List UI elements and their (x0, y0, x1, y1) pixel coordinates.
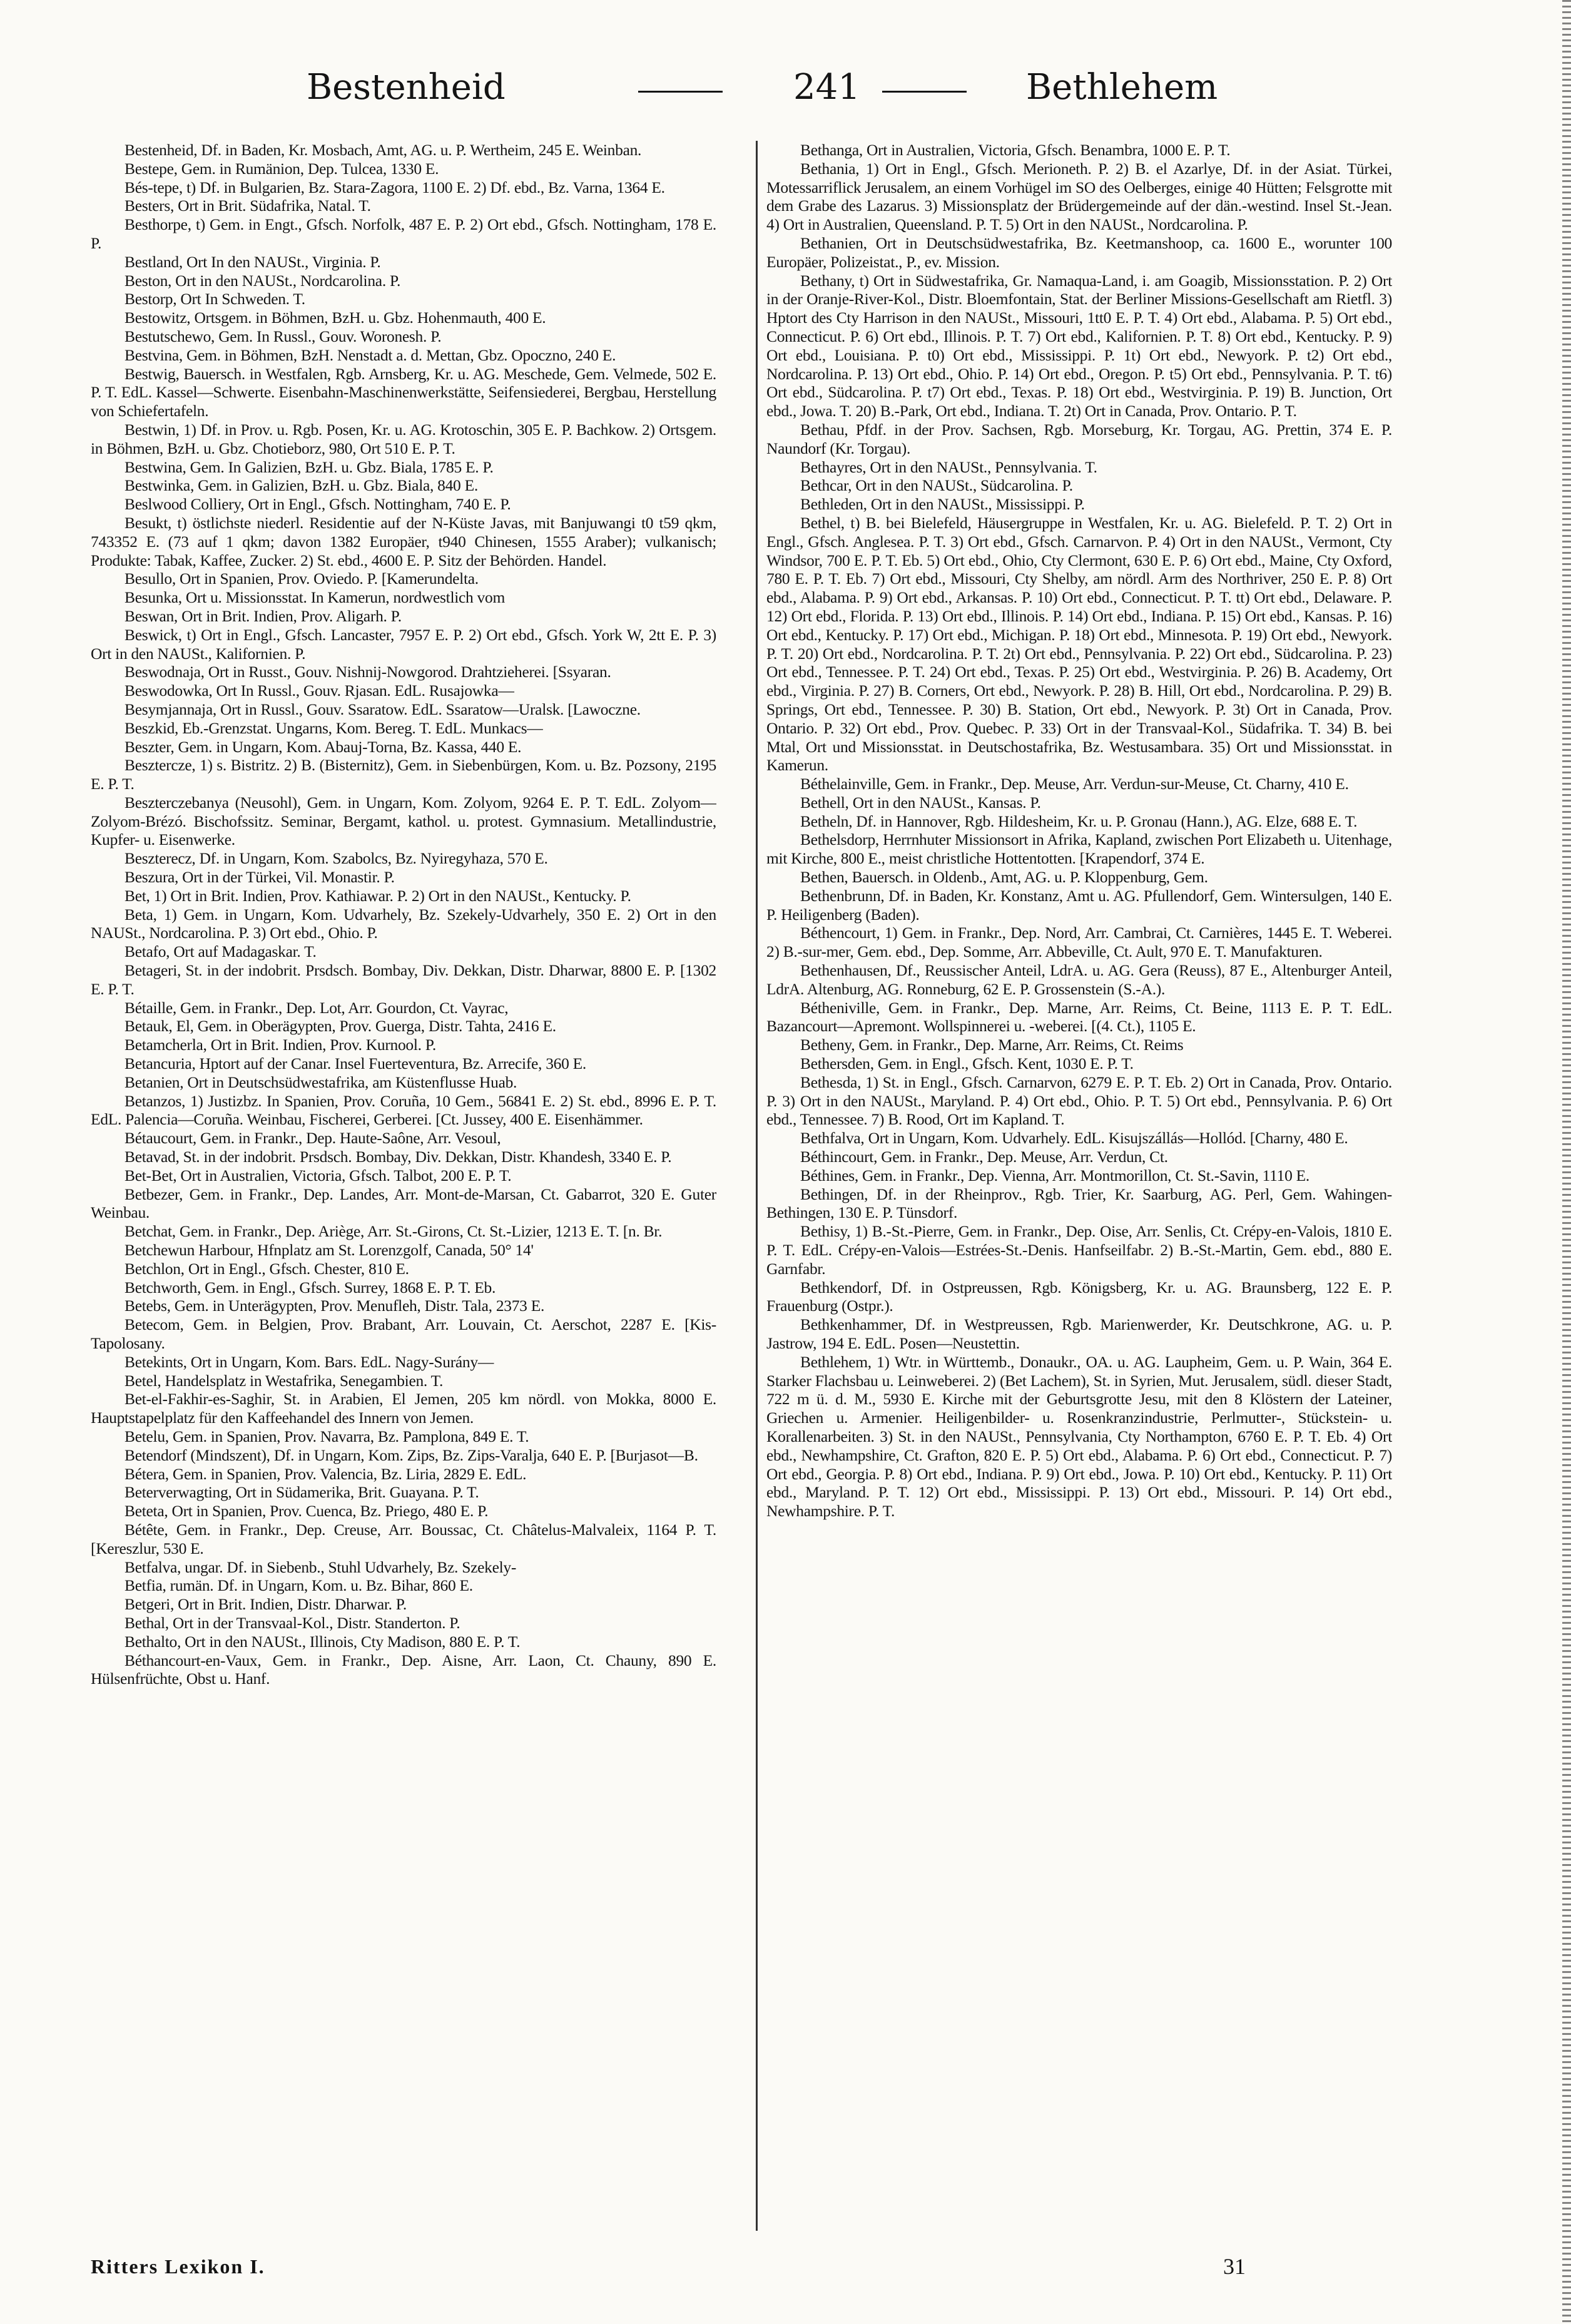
lexicon-entry: Bet-el-Fakhir-es-Saghir, St. in Arabien, El Jemen, 205 km nördl. von Mokka, 8000 E. Hauptstapelplatz für den Kaffeehandel des Innern von Jemen. (91, 1390, 716, 1427)
lexicon-entry: Bethfalva, Ort in Ungarn, Kom. Udvarhely. EdL. Kisujszállás—Hollód. [Charny, 480 E. (800, 1129, 1348, 1148)
lexicon-entry: Bés-tepe, t) Df. in Bulgarien, Bz. Stara-Zagora, 1100 E. 2) Df. ebd., Bz. Varna, 1364 E. (125, 178, 665, 196)
lexicon-entry: Beszter, Gem. in Ungarn, Kom. Abauj-Torna, Bz. Kassa, 440 E. (125, 737, 522, 756)
footer-sheet-number: 31 (1223, 2254, 1246, 2279)
lexicon-entry: Bethau, Pfdf. in der Prov. Sachsen, Rgb. Morseburg, Kr. Torgau, AG. Prettin, 374 E. P. Naundorf (Kr. Torgau). (766, 420, 1392, 457)
lexicon-entry: Beslwood Colliery, Ort in Engl., Gfsch. Nottingham, 740 E. P. (125, 495, 511, 514)
lexicon-entry: Bétête, Gem. in Frankr., Dep. Creuse, Arr. Boussac, Ct. Châtelus-Malvaleix, 1164 P. T. [Kereszlur, 530 E. (91, 1520, 716, 1557)
lexicon-entry: Bestepe, Gem. in Rumänion, Dep. Tulcea, 1330 E. (125, 159, 439, 178)
lexicon-entry: Betafo, Ort auf Madagaskar. T. (125, 942, 317, 961)
lexicon-entry: Betendorf (Mindszent), Df. in Ungarn, Kom. Zips, Bz. Zips-Varalja, 640 E. P. [Burjasot—B. (125, 1445, 698, 1464)
lexicon-entry: Bétaille, Gem. in Frankr., Dep. Lot, Arr. Gourdon, Ct. Vayrac, (125, 998, 509, 1017)
lexicon-entry: Béthencourt, 1) Gem. in Frankr., Dep. Nord, Arr. Cambrai, Ct. Carnières, 1445 E. T. Weberei. 2) B.-sur-mer, Gem. ebd., Dep. Somme, Arr. Abbeville, Ct. Ault, 970 E. T. Manufakturen. (766, 924, 1392, 961)
lexicon-entry: Bestwinka, Gem. in Galizien, BzH. u. Gbz. Biala, 840 E. (125, 476, 478, 495)
lexicon-entry: Besukt, t) östlichste niederl. Residentie auf der N-Küste Javas, mit Banjuwangi t0 t59 qkm, 743352 E. (73 auf 1 qkm; davon 1382 Europäer, t940 Chinesen, 1555 Araber); vulkanisch; Produkte: Tabak, Kaffee, Zucker. 2) St. ebd., 4600 E. P. Sitz der Behörden. Handel. (91, 513, 716, 569)
lexicon-entry: Beswan, Ort in Brit. Indien, Prov. Aligarh. P. (125, 606, 402, 625)
lexicon-entry: Bétera, Gem. in Spanien, Prov. Valencia, Bz. Liria, 2829 E. EdL. (125, 1464, 527, 1483)
lexicon-entry: Betchat, Gem. in Frankr., Dep. Ariège, Arr. St.-Girons, Ct. St.-Lizier, 1213 E. T. [n. Br. (125, 1222, 663, 1241)
lexicon-entry: Bethanien, Ort in Deutschsüdwestafrika, Bz. Keetmanshoop, ca. 1600 E., worunter 100 Europäer, Polizeistat., P., ev. Mission. (766, 233, 1392, 271)
lexicon-entry: Bestowitz, Ortsgem. in Böhmen, BzH. u. Gbz. Hohenmauth, 400 E. (125, 308, 546, 327)
lexicon-entry: Bethanga, Ort in Australien, Victoria, Gfsch. Benambra, 1000 E. P. T. (800, 141, 1231, 159)
lexicon-entry: Betamcherla, Ort in Brit. Indien, Prov. Kurnool. P. (125, 1036, 436, 1054)
lexicon-entry: Betelu, Gem. in Spanien, Prov. Navarra, Bz. Pamplona, 849 E. T. (125, 1427, 529, 1445)
lexicon-entry: Bethersden, Gem. in Engl., Gfsch. Kent, 1030 E. P. T. (800, 1054, 1134, 1073)
lexicon-entry: Beszkid, Eb.-Grenzstat. Ungarns, Kom. Bereg. T. EdL. Munkacs— (125, 718, 543, 737)
lexicon-entry: Betchworth, Gem. in Engl., Gfsch. Surrey, 1868 E. P. T. Eb. (125, 1278, 496, 1297)
header-left-keyword: Bestenheid (307, 67, 506, 108)
lexicon-entry: Besthorpe, t) Gem. in Engt., Gfsch. Norfolk, 487 E. P. 2) Ort ebd., Gfsch. Nottingham, 178 E. P. (91, 215, 716, 252)
lexicon-entry: Betebs, Gem. in Unterägypten, Prov. Menufleh, Distr. Tala, 2373 E. (125, 1297, 545, 1315)
header-dash-left (638, 91, 723, 93)
page-edge (1562, 0, 1571, 2324)
lexicon-entry: Bethania, 1) Ort in Engl., Gfsch. Merioneth. P. 2) B. el Azarlye, Df. in der Asiat. Türkei, Motessarriflick Jerusalem, an einem Vorhügel im SO des Oelberges, einige 40 Hütten; Felsgrotte mit dem Grabe des Lazarus. 3) Missionsplatz der Brüdergemeinde auf der dän.-westind. Insel St.-Jean. 4) Ort in Australien, Queensland. P. T. 5) Ort in den NAUSt., Nordcarolina. P. (766, 159, 1392, 234)
lexicon-entry: Bethleden, Ort in den NAUSt., Mississippi. P. (800, 495, 1085, 514)
lexicon-entry: Béthelainville, Gem. in Frankr., Dep. Meuse, Arr. Verdun-sur-Meuse, Ct. Charny, 410 E. (800, 775, 1349, 793)
lexicon-entry: Betauk, El, Gem. in Oberägypten, Prov. Guerga, Distr. Tahta, 2416 E. (125, 1017, 556, 1036)
lexicon-entry: Bestvina, Gem. in Böhmen, BzH. Nenstadt a. d. Mettan, Gbz. Opoczno, 240 E. (125, 345, 616, 364)
lexicon-entry: Bethkendorf, Df. in Ostpreussen, Rgb. Königsberg, Kr. u. AG. Braunsberg, 122 E. P. Frauenburg (Ostpr.). (766, 1278, 1392, 1315)
lexicon-entry: Betgeri, Ort in Brit. Indien, Distr. Dharwar. P. (125, 1595, 407, 1614)
lexicon-entry: Bestutschewo, Gem. In Russl., Gouv. Woronesh. P. (125, 327, 442, 345)
lexicon-entry: Bethelsdorp, Herrnhuter Missionsort in Afrika, Kapland, zwischen Port Elizabeth u. Uitenhage, mit Kirche, 800 E., meist christliche Hottentotten. [Krapendorf, 374 E. (766, 830, 1392, 868)
lexicon-entry: Bethalto, Ort in den NAUSt., Illinois, Cty Madison, 880 E. P. T. (125, 1632, 521, 1651)
lexicon-entry: Bethingen, Df. in der Rheinprov., Rgb. Trier, Kr. Saarburg, AG. Perl, Gem. Wahingen-Bethingen, 130 E. P. Tünsdorf. (766, 1185, 1392, 1222)
lexicon-entry: Beston, Ort in den NAUSt., Nordcarolina. P. (125, 271, 401, 290)
right-column (766, 141, 1392, 2225)
lexicon-entry: Betavad, St. in der indobrit. Prsdsch. Bombay, Div. Dekkan, Distr. Khandesh, 3340 E. P. (125, 1148, 672, 1166)
lexicon-entry: Bethal, Ort in der Transvaal-Kol., Distr. Standerton. P. (125, 1613, 460, 1632)
lexicon-entry: Betecom, Gem. in Belgien, Prov. Brabant, Arr. Louvain, Ct. Aerschot, 2287 E. [Kis-Tapolosany. (91, 1315, 716, 1352)
lexicon-entry: Besters, Ort in Brit. Südafrika, Natal. T. (125, 196, 371, 215)
lexicon-entry: Besztercze, 1) s. Bistritz. 2) B. (Bisternitz), Gem. in Siebenbürgen, Kom. u. Bz. Pozsony, 2195 E. P. T. (91, 756, 716, 793)
lexicon-entry: Bestenheid, Df. in Baden, Kr. Mosbach, Amt, AG. u. P. Wertheim, 245 E. Weinban. (125, 141, 642, 159)
header-dash-right (882, 91, 967, 93)
lexicon-entry: Betanien, Ort in Deutschsüdwestafrika, am Küstenflusse Huab. (125, 1073, 517, 1091)
lexicon-entry: Bet, 1) Ort in Brit. Indien, Prov. Kathiawar. P. 2) Ort in den NAUSt., Kentucky. P. (125, 886, 631, 905)
lexicon-entry: Beswick, t) Ort in Engl., Gfsch. Lancaster, 7957 E. P. 2) Ort ebd., Gfsch. York W, 2tt E. P. 3) Ort in den NAUSt., Kalifornien. P. (91, 625, 716, 663)
lexicon-entry: Bestwig, Bauersch. in Westfalen, Rgb. Arnsberg, Kr. u. AG. Meschede, Gem. Velmede, 502 E. P. T. EdL. Kassel—Schwerte. Eisenbahn-Maschinenwerkstätte, Seifensiederei, Bergbau, Herstellung von Schiefertafeln. (91, 364, 716, 420)
lexicon-entry: Beswodnaja, Ort in Russt., Gouv. Nishnij-Nowgorod. Drahtzieherei. [Ssyaran. (125, 663, 611, 681)
lexicon-entry: Béthancourt-en-Vaux, Gem. in Frankr., Dep. Aisne, Arr. Laon, Ct. Chauny, 890 E. Hülsenfrüchte, Obst u. Hanf. (91, 1651, 716, 1688)
lexicon-entry: Béthines, Gem. in Frankr., Dep. Vienna, Arr. Montmorillon, Ct. St.-Savin, 1110 E. (800, 1166, 1309, 1185)
lexicon-entry: Betfalva, ungar. Df. in Siebenb., Stuhl Udvarhely, Bz. Szekely- (125, 1557, 517, 1576)
lexicon-entry: Bethenbrunn, Df. in Baden, Kr. Konstanz, Amt u. AG. Pfullendorf, Gem. Wintersulgen, 140 E. P. Heiligenberg (Baden). (766, 886, 1392, 924)
header-right-keyword: Bethlehem (1026, 67, 1218, 108)
lexicon-entry: Beszterczebanya (Neusohl), Gem. in Ungarn, Kom. Zolyom, 9264 E. P. T. EdL. Zolyom—Zolyom-Brézó. Bischofssitz. Seminar, Bergamt, kathol. u. protest. Gymnasium. Metallindustrie, Kupfer- u. Eisenwerke. (91, 793, 716, 849)
lexicon-entry: Beta, 1) Gem. in Ungarn, Kom. Udvarhely, Bz. Szekely-Udvarhely, 350 E. 2) Ort in den NAUSt., Nordcarolina. P. 3) Ort ebd., Ohio. P. (91, 905, 716, 942)
lexicon-entry: Betbezer, Gem. in Frankr., Dep. Landes, Arr. Mont-de-Marsan, Ct. Gabarrot, 320 E. Guter Weinbau. (91, 1185, 716, 1222)
lexicon-entry: Bétaucourt, Gem. in Frankr., Dep. Haute-Saône, Arr. Vesoul, (125, 1129, 501, 1148)
lexicon-entry: Bestwin, 1) Df. in Prov. u. Rgb. Posen, Kr. u. AG. Krotoschin, 305 E. P. Bachkow. 2) Ortsgem. in Böhmen, BzH. u. Gbz. Chotieborz, 980, Ort 510 E. P. T. (91, 420, 716, 457)
lexicon-entry: Beteta, Ort in Spanien, Prov. Cuenca, Bz. Priego, 480 E. P. (125, 1502, 489, 1521)
lexicon-entry: Betancuria, Hptort auf der Canar. Insel Fuerteventura, Bz. Arrecife, 360 E. (125, 1054, 586, 1073)
lexicon-entry: Bestwina, Gem. In Galizien, BzH. u. Gbz. Biala, 1785 E. P. (125, 457, 494, 476)
lexicon-entry: Bétheniville, Gem. in Frankr., Dep. Marne, Arr. Reims, Ct. Beine, 1113 E. P. T. EdL. Bazancourt—Apremont. Wollspinnerei u. -weberei. [(4. Ct.), 1105 E. (766, 998, 1392, 1036)
page-footer (91, 2251, 1492, 2289)
lexicon-entry: Betchewun Harbour, Hfnplatz am St. Lorenzgolf, Canada, 50° 14' (125, 1241, 534, 1260)
lexicon-entry: Bethkenhammer, Df. in Westpreussen, Rgb. Marienwerder, Kr. Deutschkrone, AG. u. P. Jastrow, 194 E. EdL. Posen—Neustettin. (766, 1315, 1392, 1352)
lexicon-entry: Bethesda, 1) St. in Engl., Gfsch. Carnarvon, 6279 E. P. T. Eb. 2) Ort in Canada, Prov. Ontario. P. 3) Ort in den NAUSt., Maryland. P. 4) Ort ebd., Ohio. P. T. 5) Ort ebd., Pennsylvania. P. 6) Ort ebd., Tennessee. 7) B. Rood, Ort im Kapland. T. (766, 1073, 1392, 1129)
lexicon-entry: Béthincourt, Gem. in Frankr., Dep. Meuse, Arr. Verdun, Ct. (800, 1148, 1168, 1166)
lexicon-entry: Betheln, Df. in Hannover, Rgb. Hildesheim, Kr. u. P. Gronau (Hann.), AG. Elze, 688 E. T. (800, 812, 1358, 830)
lexicon-entry: Beterverwagting, Ort in Südamerika, Brit. Guayana. P. T. (125, 1483, 479, 1502)
lexicon-entry: Bethany, t) Ort in Südwestafrika, Gr. Namaqua-Land, i. am Goagib, Missionsstation. P. 2) Ort in der Oranje-River-Kol., Distr. Bloemfontain, Stat. der Berliner Missions-Gesellschaft am Rietfl. 3) Hptort des Cty Harrison in den NAUSt., Missouri, 1tt0 E. P. T. 4) Ort ebd., Alabama. P. 5) Ort ebd., Connecticut. P. 6) Ort ebd., Illinois. P. T. 7) Ort ebd., Kalifornien. P. T. 8) Ort ebd., Kentucky. P. 9) Ort ebd., Louisiana. P. t0) Ort ebd., Mississippi. P. 1t) Ort ebd., Newyork. P. t2) Ort ebd., Nordcarolina. P. 13) Ort ebd., Ohio. P. 14) Ort ebd., Oregon. P. t5) Ort ebd., Pennsylvania. P. T. t6) Ort ebd., Südcarolina. P. t7) Ort ebd., Texas. P. 18) Ort ebd., Westvirginia. P. 19) B. Junction, Ort ebd., Jowa. T. 20) B.-Park, Ort ebd., Indiana. T. 2t) Ort in Canada, Prov. Ontario. P. T. (766, 271, 1392, 420)
lexicon-entry: Bestorp, Ort In Schweden. T. (125, 290, 305, 308)
column-divider (756, 141, 758, 2231)
lexicon-entry: Bet-Bet, Ort in Australien, Victoria, Gfsch. Talbot, 200 E. P. T. (125, 1166, 512, 1185)
lexicon-entry: Bethayres, Ort in den NAUSt., Pennsylvania. T. (800, 457, 1097, 476)
lexicon-entry: Betel, Handelsplatz in Westafrika, Senegambien. T. (125, 1371, 444, 1390)
lexicon-entry: Bestland, Ort In den NAUSt., Virginia. P. (125, 252, 381, 271)
page-number: 241 (793, 67, 860, 108)
footer-signature: Ritters Lexikon I. (91, 2255, 265, 2278)
lexicon-entry: Bethlehem, 1) Wtr. in Württemb., Donaukr., OA. u. AG. Laupheim, Gem. u. P. Wain, 364 E. Starker Flachsbau u. Leinweberei. 2) (Bet Lachem), St. in Syrien, Mut. Jerusalem, südl. dieser Stadt, 722 m ü. d. M., 5930 E. Kirche mit der Geburtsgrotte Jesu, mit den 8 Klöstern der Lateiner, Griechen u. Armenier. Heiligenbilder- u. Rosenkranzindustrie, Perlmutter-, Stückstein- u. Korallenarbeiten. 3) St. in den NAUSt., Pennsylvania, Cty Northampton, 6760 E. P. T. Eb. 4) Ort ebd., Newhampshire, Ct. Grafton, 820 E. P. 5) Ort ebd., Alabama. P. 6) Ort ebd., Connecticut. P. 7) Ort ebd., Georgia. P. 8) Ort ebd., Indiana. P. 9) Ort ebd., Jowa. P. 10) Ort ebd., Kentucky. P. 11) Ort ebd., Maryland. P. T. 12) Ort ebd., Mississippi. P. 13) Ort ebd., Missouri. P. 14) Ort ebd., Newhampshire. P. T. (766, 1352, 1392, 1521)
lexicon-entry: Bethcar, Ort in den NAUSt., Südcarolina. P. (800, 476, 1073, 495)
lexicon-entry: Besymjannaja, Ort in Russl., Gouv. Ssaratow. EdL. Ssaratow—Uralsk. [Lawoczne. (125, 700, 641, 718)
lexicon-entry: Bethen, Bauersch. in Oldenb., Amt, AG. u. P. Kloppenburg, Gem. (800, 868, 1208, 887)
left-column (91, 141, 716, 2225)
lexicon-entry: Besunka, Ort u. Missionsstat. In Kamerun, nordwestlich vom (125, 588, 505, 607)
lexicon-entry: Bethel, t) B. bei Bielefeld, Häusergruppe in Westfalen, Kr. u. AG. Bielefeld. P. T. 2) Ort in Engl., Gfsch. Anglesea. P. T. 3) Ort ebd., Gfsch. Carnarvon. P. 4) Ort in den NAUSt., Vermont, Cty Windsor, 700 E. P. T. Eb. 5) Ort ebd., Ohio, Cty Clermont, 630 E. P. 6) Ort ebd., Maine, Cty Oxford, 780 E. P. T. Eb. 7) Ort ebd., Missouri, Cty Shelby, am nördl. Arm des Northriver, 250 E. P. 8) Ort ebd., Alabama. P. 9) Ort ebd., Arkansas. P. 10) Ort ebd., Connecticut. P. T. tt) Ort ebd., Delaware. P. 12) Ort ebd., Florida. P. 13) Ort ebd., Illinois. P. 14) Ort ebd., Indiana. P. 15) Ort ebd., Kansas. P. 16) Ort ebd., Kentucky. P. 17) Ort ebd., Michigan. P. 18) Ort ebd., Minnesota. P. 19) Ort ebd., Newyork. P. T. 20) Ort ebd., Nordcarolina. P. T. 2t) Ort ebd., Pennsylvania. P. 22) Ort ebd., Südcarolina. P. 23) Ort ebd., Tennessee. P. T. 24) Ort ebd., Texas. P. 25) Ort ebd., Westvirginia. P. 26) B. Academy, Ort ebd., Virginia. P. 27) B. Corners, Ort ebd., Newyork. P. 28) B. Hill, Ort ebd., Nordcarolina. P. 29) B. Springs, Ort ebd., Tennessee. P. 30) B. Station, Ort ebd., Newyork. P. 3t) Ort in Canada, Prov. Ontario. P. 32) Ort ebd., Prov. Quebec. P. 33) Ort in der Transvaal-Kol., Südafrika. T. 34) B. bei Mtal, Ort und Missionsstat. in Deutschostafrika, Bz. Westusambara. 35) Ort und Missionsstat. in Kamerun. (766, 513, 1392, 775)
page-header (88, 63, 1489, 119)
lexicon-entry: Beswodowka, Ort In Russl., Gouv. Rjasan. EdL. Rusajowka— (125, 681, 514, 700)
lexicon-entry: Betheny, Gem. in Frankr., Dep. Marne, Arr. Reims, Ct. Reims (800, 1036, 1184, 1054)
lexicon-entry: Betekints, Ort in Ungarn, Kom. Bars. EdL. Nagy-Surány— (125, 1352, 494, 1371)
lexicon-entry: Bethenhausen, Df., Reussischer Anteil, LdrA. u. AG. Gera (Reuss), 87 E., Altenburger Anteil, LdrA. Altenburg, AG. Ronneburg, 62 E. P. Grossenstein (S.-A.). (766, 961, 1392, 998)
lexicon-entry: Betageri, St. in der indobrit. Prsdsch. Bombay, Div. Dekkan, Distr. Dharwar, 8800 E. P. [1302 E. P. T. (91, 961, 716, 998)
lexicon-entry: Beszura, Ort in der Türkei, Vil. Monastir. P. (125, 868, 395, 887)
lexicon-entry: Beszterecz, Df. in Ungarn, Kom. Szabolcs, Bz. Nyiregyhaza, 570 E. (125, 849, 548, 868)
lexicon-entry: Bethisy, 1) B.-St.-Pierre, Gem. in Frankr., Dep. Oise, Arr. Senlis, Ct. Crépy-en-Valois, 1810 E. P. T. EdL. Crépy-en-Valois—Estrées-St.-Denis. Hanfseilfabr. 2) B.-St.-Martin, Gem. ebd., 880 E. Garnfabr. (766, 1222, 1392, 1278)
lexicon-entry: Betchlon, Ort in Engl., Gfsch. Chester, 810 E. (125, 1259, 409, 1278)
lexicon-entry: Betfia, rumän. Df. in Ungarn, Kom. u. Bz. Bihar, 860 E. (125, 1576, 473, 1595)
lexicon-entry: Besullo, Ort in Spanien, Prov. Oviedo. P. [Kamerundelta. (125, 569, 479, 588)
lexicon-entry: Bethell, Ort in den NAUSt., Kansas. P. (800, 793, 1041, 812)
lexicon-entry: Betanzos, 1) Justizbz. In Spanien, Prov. Coruña, 10 Gem., 56841 E. 2) St. ebd., 8996 E. P. T. EdL. Palencia—Coruña. Weinbau, Fischerei, Gerberei. [Ct. Jussey, 400 E. Eisenhämmer. (91, 1091, 716, 1129)
